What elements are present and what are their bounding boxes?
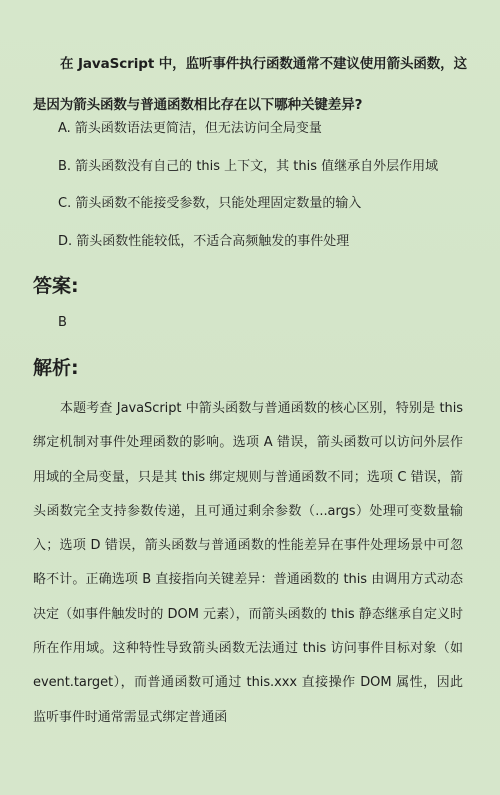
analysis-heading: 解析: — [33, 357, 79, 379]
option-d: D. 箭头函数性能较低，不适合高频触发的事件处理 — [58, 234, 350, 250]
option-a: A. 箭头函数语法更简洁，但无法访问全局变量 — [58, 121, 322, 136]
answer-heading: 答案: — [33, 275, 79, 297]
answer-value: B — [58, 315, 67, 330]
option-list — [58, 119, 478, 270]
option-c: C. 箭头函数不能接受参数，只能处理固定数量的输入 — [58, 196, 362, 212]
question-text: 在 JavaScript 中，监听事件执行函数通常不建议使用箭头函数，这是因为箭头函数与普通函数相比存在以下哪种关键差异? — [33, 56, 467, 113]
analysis-text: 本题考查 JavaScript 中箭头函数与普通函数的核心区别，特别是 this 绑定机制对事件处理函数的影响。选项 A 错误，箭头函数可以访问外层作用域的全局变量，只是其 this 绑定规则与普通函数不同；选项 C 错误，箭头函数完全支持参数传递，且可通过剩余参数（...args）处理可变数量输入；选项 D 错误，箭头函数与普通函数的性能差异在事件处理场景中可忽略不计。正确选项 B 直接指向关键差异：普通函数的 this 由调用方式动态决定（如事件触发时的 DOM 元素），而箭头函数的 this 静态继承自定义时所在作用域。这种特性导致箭头函数无法通过 this 访问事件目标对象（如 event.target），而普通函数可通过 this.xxx 直接操作 DOM 属性，因此监听事件时通常需显式绑定普通函 — [33, 401, 463, 725]
option-b: B. 箭头函数没有自己的 this 上下文，其 this 值继承自外层作用域 — [58, 158, 439, 174]
